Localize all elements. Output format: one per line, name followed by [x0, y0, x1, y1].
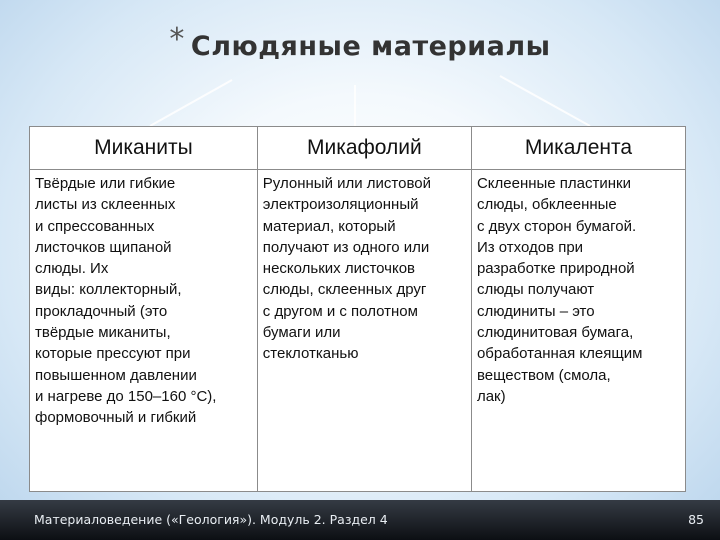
- cell-mikanity-description: Твёрдые или гибкие листы из склеенных и спрессованных листочков щипаной слюды. Их виды: коллекторный, прокладочный (это твёрдые миканиты, которые прессуют при повышенном давлении и нагреве до 150–160 °С), формовочный и гибкий: [30, 170, 258, 492]
- materials-table: [29, 126, 686, 492]
- asterisk-icon: *: [169, 22, 185, 57]
- table-header-row: [30, 127, 686, 170]
- slide-title-text: Слюдяные материалы: [190, 31, 551, 62]
- slide-title: [0, 22, 720, 62]
- cell-mikafoliy-description: Рулонный или листовой электроизоляционный материал, который получают из одного или нескольких листочков слюды, склеенных друг с другом и с полотном бумаги или стеклотканью: [257, 170, 471, 492]
- header-mikanity: Миканиты: [30, 127, 258, 170]
- page-number: 85: [688, 512, 704, 527]
- header-mikalenta: Микалента: [471, 127, 685, 170]
- footer-text: Материаловедение («Геология»). Модуль 2. Раздел 4: [34, 512, 388, 527]
- table-row: [30, 170, 686, 492]
- cell-mikalenta-description: Склеенные пластинки слюды, обклеенные с двух сторон бумагой. Из отходов при разработке природной слюды получают слюдиниты – это слюдинитовая бумага, обработанная клеящим веществом (смола, лак): [471, 170, 685, 492]
- header-mikafoliy: Микафолий: [257, 127, 471, 170]
